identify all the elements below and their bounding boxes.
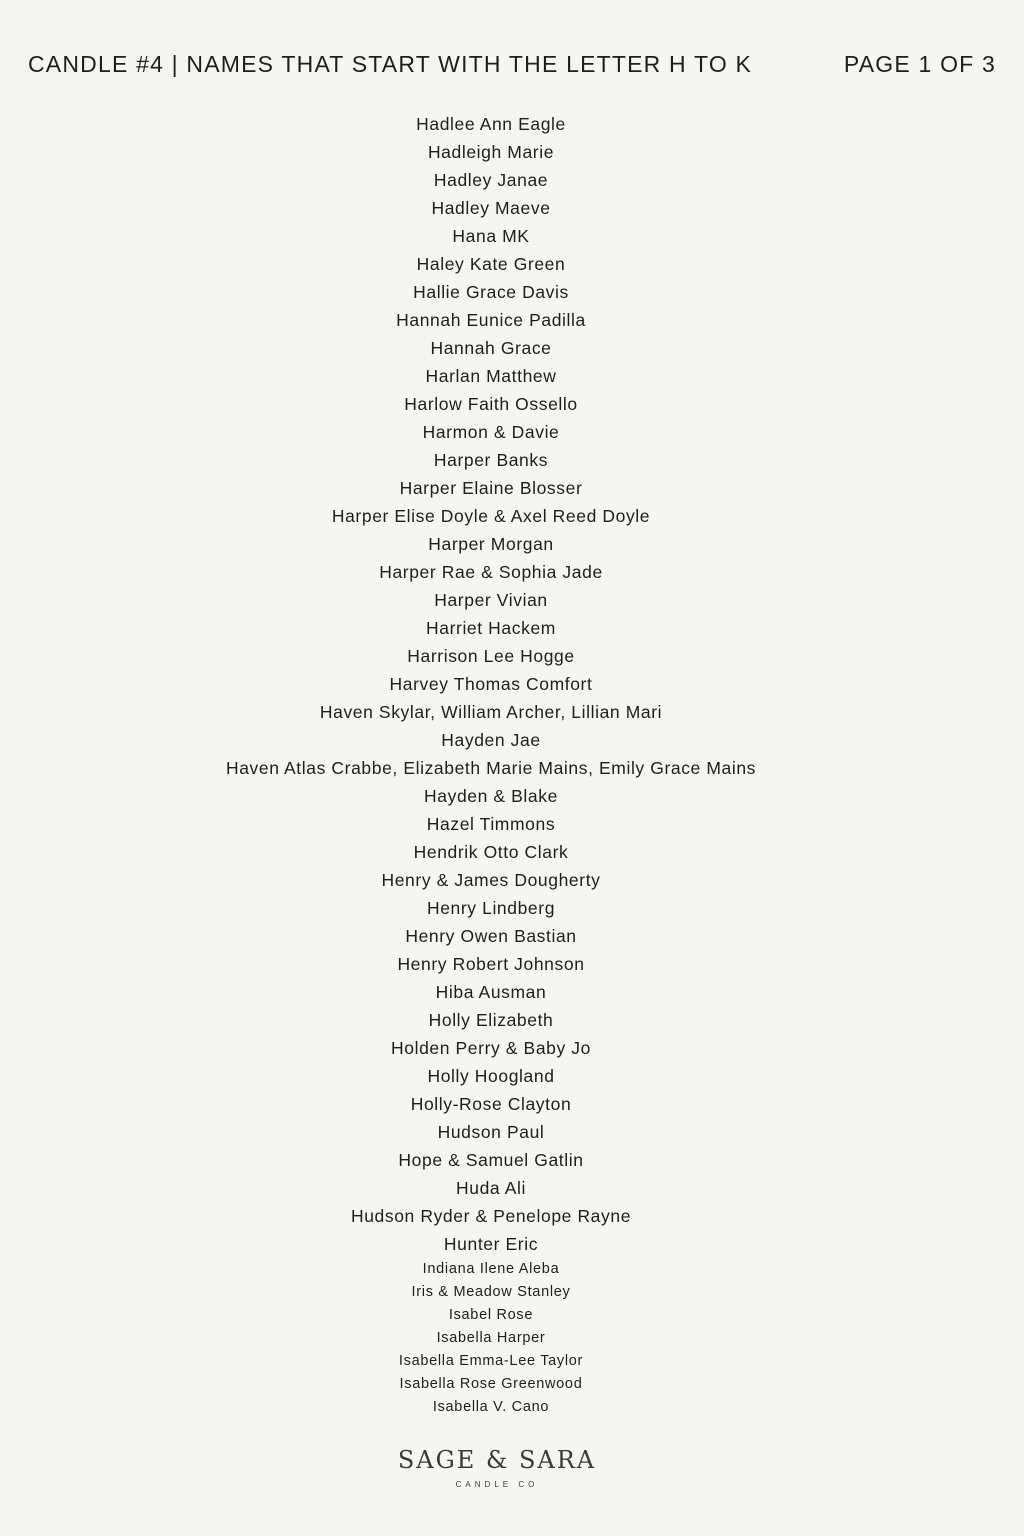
- name-entry: Henry Owen Bastian: [405, 926, 577, 946]
- name-entry: Harlan Matthew: [425, 366, 557, 386]
- name-entry: Harvey Thomas Comfort: [389, 674, 593, 694]
- name-entry: Hiba Ausman: [435, 982, 547, 1002]
- name-entry: Harriet Hackem: [426, 618, 556, 638]
- name-entry: Hazel Timmons: [426, 814, 556, 834]
- page-title: CANDLE #4 | NAMES THAT START WITH THE LETTER H TO K: [28, 50, 753, 77]
- name-entry: Harlow Faith Ossello: [404, 394, 578, 414]
- name-entry: Harper Elaine Blosser: [399, 478, 583, 498]
- name-entry: Hallie Grace Davis: [413, 282, 569, 302]
- names-list-secondary: [0, 1258, 982, 1419]
- name-entry: Harrison Lee Hogge: [407, 646, 575, 666]
- name-entry: Henry & James Dougherty: [381, 870, 601, 890]
- name-entry: Isabella Rose Greenwood: [399, 1376, 583, 1392]
- name-entry: Huda Ali: [456, 1178, 526, 1198]
- name-entry: Hannah Eunice Padilla: [396, 310, 586, 330]
- name-entry: Harmon & Davie: [422, 422, 560, 442]
- name-entry: Henry Lindberg: [426, 898, 556, 918]
- name-entry: Hope & Samuel Gatlin: [398, 1150, 584, 1170]
- name-entry: Hudson Paul: [437, 1122, 545, 1142]
- page-number: PAGE 1 OF 3: [843, 50, 996, 77]
- name-entry: Hayden Jae: [441, 730, 541, 750]
- brand-logo: [0, 1444, 994, 1492]
- name-entry: Hadley Janae: [433, 170, 549, 190]
- name-entry: Harper Elise Doyle & Axel Reed Doyle: [331, 506, 651, 526]
- name-entry: Haven Atlas Crabbe, Elizabeth Marie Mains, Emily Grace Mains: [225, 758, 757, 778]
- names-list-primary: [0, 110, 982, 1258]
- name-entry: Hadley Maeve: [431, 198, 551, 218]
- name-entry: Harper Morgan: [428, 534, 554, 554]
- name-entry: Holly Elizabeth: [428, 1010, 554, 1030]
- name-entry: Hendrik Otto Clark: [413, 842, 569, 862]
- name-entry: Hana MK: [452, 226, 530, 246]
- name-entry: Isabella V. Cano: [432, 1399, 550, 1415]
- name-entry: Iris & Meadow Stanley: [411, 1284, 571, 1300]
- name-entry: Indiana Ilene Aleba: [422, 1261, 560, 1277]
- name-entry: Isabel Rose: [448, 1307, 534, 1323]
- name-entry: Harper Banks: [433, 450, 549, 470]
- name-entry: Haley Kate Green: [416, 254, 566, 274]
- name-entry: Isabella Emma-Lee Taylor: [398, 1353, 584, 1369]
- name-entry: Hayden & Blake: [424, 786, 558, 806]
- name-entry: Henry Robert Johnson: [397, 954, 585, 974]
- name-entry: Hannah Grace: [430, 338, 552, 358]
- name-entry: Haven Skylar, William Archer, Lillian Mari: [319, 702, 663, 722]
- page-header: [28, 48, 996, 80]
- name-entry: Hudson Ryder & Penelope Rayne: [350, 1206, 632, 1226]
- brand-name: SAGE & SARA: [397, 1446, 597, 1474]
- name-entry: Hadlee Ann Eagle: [416, 114, 566, 134]
- name-entry: Holly Hoogland: [427, 1066, 555, 1086]
- name-entry: Holden Perry & Baby Jo: [391, 1038, 591, 1058]
- name-entry: Holly-Rose Clayton: [410, 1094, 572, 1114]
- name-entry: Hunter Eric: [443, 1234, 539, 1254]
- name-entry: Harper Rae & Sophia Jade: [379, 562, 603, 582]
- name-entry: Hadleigh Marie: [427, 142, 555, 162]
- brand-subtitle: CANDLE CO: [455, 1480, 539, 1489]
- name-entry: Isabella Harper: [436, 1330, 546, 1346]
- name-entry: Harper Vivian: [434, 590, 548, 610]
